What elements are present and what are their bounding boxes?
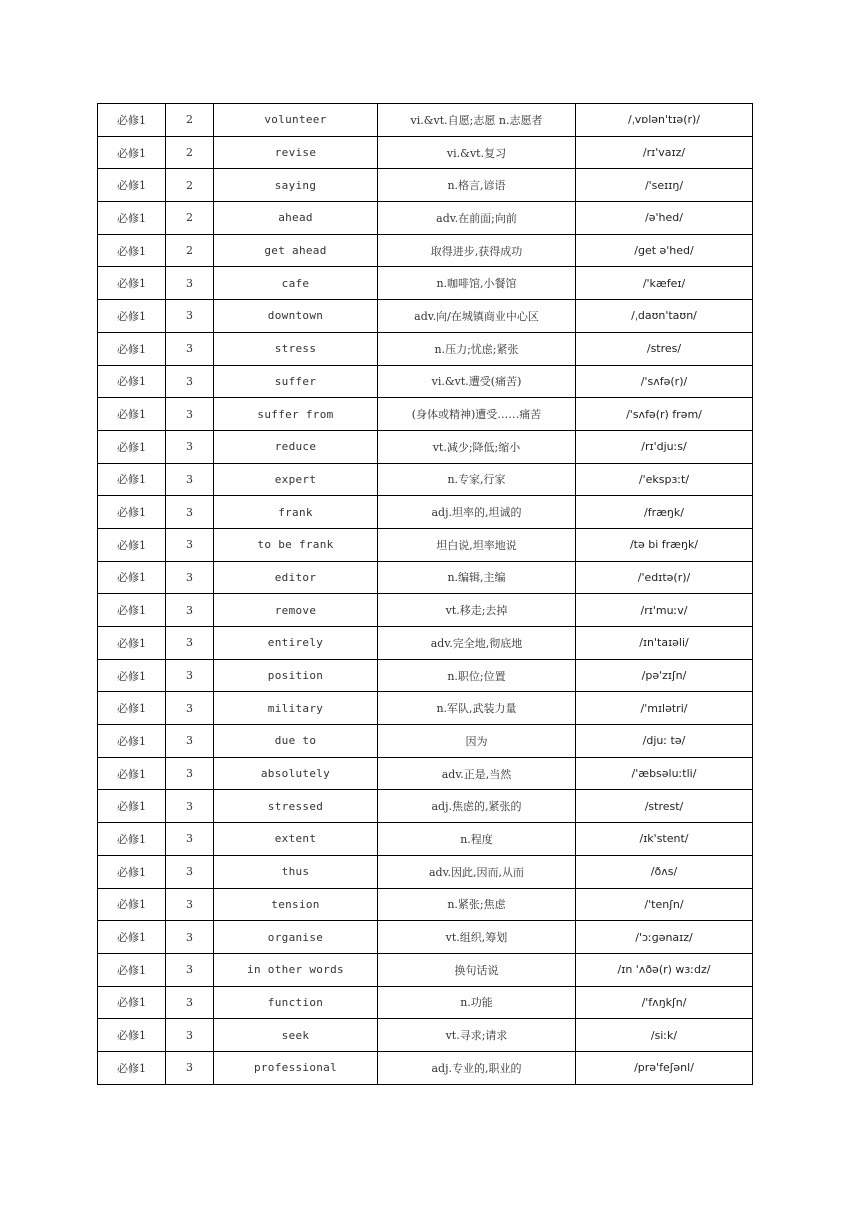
book-cell: 必修1 xyxy=(98,202,166,235)
phonetic-cell: /tə bi fræŋk/ xyxy=(576,528,753,561)
unit-cell: 2 xyxy=(166,202,214,235)
vocabulary-sheet xyxy=(97,103,752,1085)
book-cell: 必修1 xyxy=(98,104,166,137)
unit-cell: 3 xyxy=(166,725,214,758)
book-cell: 必修1 xyxy=(98,136,166,169)
book-cell: 必修1 xyxy=(98,365,166,398)
word-cell: suffer xyxy=(214,365,378,398)
unit-cell: 2 xyxy=(166,136,214,169)
meaning-cell: n.压力;忧虑;紧张 xyxy=(378,332,576,365)
unit-cell: 3 xyxy=(166,986,214,1019)
unit-cell: 3 xyxy=(166,790,214,823)
word-cell: ahead xyxy=(214,202,378,235)
book-cell: 必修1 xyxy=(98,986,166,1019)
meaning-cell: (身体或精神)遭受……痛苦 xyxy=(378,398,576,431)
word-cell: frank xyxy=(214,496,378,529)
word-cell: expert xyxy=(214,463,378,496)
unit-cell: 3 xyxy=(166,823,214,856)
unit-cell: 3 xyxy=(166,757,214,790)
meaning-cell: n.职位;位置 xyxy=(378,659,576,692)
book-cell: 必修1 xyxy=(98,398,166,431)
phonetic-cell: /'edɪtə(r)/ xyxy=(576,561,753,594)
unit-cell: 3 xyxy=(166,365,214,398)
table-row xyxy=(98,430,753,463)
unit-cell: 3 xyxy=(166,627,214,660)
meaning-cell: 坦白说,坦率地说 xyxy=(378,528,576,561)
table-row xyxy=(98,855,753,888)
unit-cell: 3 xyxy=(166,659,214,692)
word-cell: editor xyxy=(214,561,378,594)
phonetic-cell: /ˌdaʊn'taʊn/ xyxy=(576,300,753,333)
book-cell: 必修1 xyxy=(98,332,166,365)
book-cell: 必修1 xyxy=(98,234,166,267)
phonetic-cell: /'sʌfə(r)/ xyxy=(576,365,753,398)
word-cell: reduce xyxy=(214,430,378,463)
meaning-cell: adj.专业的,职业的 xyxy=(378,1051,576,1084)
meaning-cell: 因为 xyxy=(378,725,576,758)
meaning-cell: adv.向/在城镇商业中心区 xyxy=(378,300,576,333)
unit-cell: 3 xyxy=(166,332,214,365)
table-row xyxy=(98,169,753,202)
table-row xyxy=(98,496,753,529)
table-row xyxy=(98,823,753,856)
unit-cell: 3 xyxy=(166,300,214,333)
book-cell: 必修1 xyxy=(98,528,166,561)
unit-cell: 3 xyxy=(166,1051,214,1084)
word-cell: function xyxy=(214,986,378,1019)
meaning-cell: n.军队,武装力量 xyxy=(378,692,576,725)
table-row xyxy=(98,528,753,561)
meaning-cell: n.专家,行家 xyxy=(378,463,576,496)
phonetic-cell: /ɪn'taɪəli/ xyxy=(576,627,753,660)
word-cell: military xyxy=(214,692,378,725)
unit-cell: 3 xyxy=(166,888,214,921)
phonetic-cell: /strest/ xyxy=(576,790,753,823)
phonetic-cell: /'kæfeɪ/ xyxy=(576,267,753,300)
unit-cell: 3 xyxy=(166,496,214,529)
word-cell: stressed xyxy=(214,790,378,823)
table-row xyxy=(98,267,753,300)
book-cell: 必修1 xyxy=(98,430,166,463)
table-row xyxy=(98,725,753,758)
word-cell: cafe xyxy=(214,267,378,300)
phonetic-cell: /ɪn 'ʌðə(r) wɜːdz/ xyxy=(576,953,753,986)
unit-cell: 3 xyxy=(166,528,214,561)
book-cell: 必修1 xyxy=(98,594,166,627)
book-cell: 必修1 xyxy=(98,169,166,202)
table-row xyxy=(98,790,753,823)
book-cell: 必修1 xyxy=(98,496,166,529)
word-cell: saying xyxy=(214,169,378,202)
table-row xyxy=(98,757,753,790)
book-cell: 必修1 xyxy=(98,855,166,888)
word-cell: absolutely xyxy=(214,757,378,790)
unit-cell: 3 xyxy=(166,1019,214,1052)
meaning-cell: adj.焦虑的,紧张的 xyxy=(378,790,576,823)
word-cell: to be frank xyxy=(214,528,378,561)
meaning-cell: adv.完全地,彻底地 xyxy=(378,627,576,660)
table-row xyxy=(98,561,753,594)
unit-cell: 3 xyxy=(166,855,214,888)
table-row xyxy=(98,332,753,365)
word-cell: revise xyxy=(214,136,378,169)
table-row xyxy=(98,692,753,725)
meaning-cell: vt.减少;降低;缩小 xyxy=(378,430,576,463)
phonetic-cell: /'mɪlətri/ xyxy=(576,692,753,725)
book-cell: 必修1 xyxy=(98,921,166,954)
vocabulary-table xyxy=(97,103,753,1085)
table-row xyxy=(98,463,753,496)
meaning-cell: vi.&vt.自愿;志愿 n.志愿者 xyxy=(378,104,576,137)
book-cell: 必修1 xyxy=(98,692,166,725)
table-row xyxy=(98,398,753,431)
meaning-cell: n.格言,谚语 xyxy=(378,169,576,202)
phonetic-cell: /ˌvɒlən'tɪə(r)/ xyxy=(576,104,753,137)
meaning-cell: adv.因此,因而,从而 xyxy=(378,855,576,888)
phonetic-cell: /'seɪɪŋ/ xyxy=(576,169,753,202)
table-row xyxy=(98,136,753,169)
meaning-cell: vt.寻求;请求 xyxy=(378,1019,576,1052)
book-cell: 必修1 xyxy=(98,823,166,856)
table-row xyxy=(98,953,753,986)
book-cell: 必修1 xyxy=(98,463,166,496)
table-row xyxy=(98,986,753,1019)
table-row xyxy=(98,300,753,333)
book-cell: 必修1 xyxy=(98,267,166,300)
book-cell: 必修1 xyxy=(98,627,166,660)
meaning-cell: n.紧张;焦虑 xyxy=(378,888,576,921)
book-cell: 必修1 xyxy=(98,561,166,594)
word-cell: remove xyxy=(214,594,378,627)
book-cell: 必修1 xyxy=(98,725,166,758)
word-cell: organise xyxy=(214,921,378,954)
phonetic-cell: /'fʌŋkʃn/ xyxy=(576,986,753,1019)
word-cell: position xyxy=(214,659,378,692)
table-row xyxy=(98,104,753,137)
book-cell: 必修1 xyxy=(98,888,166,921)
table-row xyxy=(98,627,753,660)
unit-cell: 3 xyxy=(166,561,214,594)
meaning-cell: n.程度 xyxy=(378,823,576,856)
phonetic-cell: /djuː tə/ xyxy=(576,725,753,758)
phonetic-cell: /prə'feʃənl/ xyxy=(576,1051,753,1084)
phonetic-cell: /'tenʃn/ xyxy=(576,888,753,921)
phonetic-cell: /siːk/ xyxy=(576,1019,753,1052)
unit-cell: 3 xyxy=(166,953,214,986)
book-cell: 必修1 xyxy=(98,953,166,986)
table-row xyxy=(98,1051,753,1084)
word-cell: due to xyxy=(214,725,378,758)
meaning-cell: n.功能 xyxy=(378,986,576,1019)
phonetic-cell: /rɪ'vaɪz/ xyxy=(576,136,753,169)
meaning-cell: vi.&vt.复习 xyxy=(378,136,576,169)
unit-cell: 3 xyxy=(166,463,214,496)
book-cell: 必修1 xyxy=(98,790,166,823)
phonetic-cell: /rɪ'muːv/ xyxy=(576,594,753,627)
table-row xyxy=(98,1019,753,1052)
meaning-cell: adj.坦率的,坦诚的 xyxy=(378,496,576,529)
unit-cell: 3 xyxy=(166,430,214,463)
unit-cell: 3 xyxy=(166,398,214,431)
unit-cell: 3 xyxy=(166,594,214,627)
phonetic-cell: /ðʌs/ xyxy=(576,855,753,888)
word-cell: downtown xyxy=(214,300,378,333)
meaning-cell: 换句话说 xyxy=(378,953,576,986)
unit-cell: 3 xyxy=(166,921,214,954)
word-cell: seek xyxy=(214,1019,378,1052)
word-cell: volunteer xyxy=(214,104,378,137)
meaning-cell: vi.&vt.遭受(痛苦) xyxy=(378,365,576,398)
word-cell: entirely xyxy=(214,627,378,660)
meaning-cell: 取得进步,获得成功 xyxy=(378,234,576,267)
word-cell: suffer from xyxy=(214,398,378,431)
word-cell: extent xyxy=(214,823,378,856)
phonetic-cell: /'sʌfə(r) frəm/ xyxy=(576,398,753,431)
table-row xyxy=(98,365,753,398)
book-cell: 必修1 xyxy=(98,757,166,790)
phonetic-cell: /'ekspɜːt/ xyxy=(576,463,753,496)
phonetic-cell: /ɪk'stent/ xyxy=(576,823,753,856)
meaning-cell: n.编辑,主编 xyxy=(378,561,576,594)
table-row xyxy=(98,659,753,692)
phonetic-cell: /'æbsəluːtli/ xyxy=(576,757,753,790)
word-cell: get ahead xyxy=(214,234,378,267)
unit-cell: 3 xyxy=(166,267,214,300)
phonetic-cell: /ə'hed/ xyxy=(576,202,753,235)
word-cell: professional xyxy=(214,1051,378,1084)
meaning-cell: adv.在前面;向前 xyxy=(378,202,576,235)
table-row xyxy=(98,594,753,627)
phonetic-cell: /'ɔːɡənaɪz/ xyxy=(576,921,753,954)
book-cell: 必修1 xyxy=(98,300,166,333)
unit-cell: 3 xyxy=(166,692,214,725)
unit-cell: 2 xyxy=(166,104,214,137)
meaning-cell: adv.正是,当然 xyxy=(378,757,576,790)
table-row xyxy=(98,202,753,235)
phonetic-cell: /ɡet ə'hed/ xyxy=(576,234,753,267)
book-cell: 必修1 xyxy=(98,1051,166,1084)
unit-cell: 2 xyxy=(166,234,214,267)
phonetic-cell: /stres/ xyxy=(576,332,753,365)
phonetic-cell: /fræŋk/ xyxy=(576,496,753,529)
word-cell: tension xyxy=(214,888,378,921)
meaning-cell: vt.组织,筹划 xyxy=(378,921,576,954)
word-cell: in other words xyxy=(214,953,378,986)
table-row xyxy=(98,234,753,267)
book-cell: 必修1 xyxy=(98,659,166,692)
word-cell: stress xyxy=(214,332,378,365)
meaning-cell: n.咖啡馆,小餐馆 xyxy=(378,267,576,300)
word-cell: thus xyxy=(214,855,378,888)
meaning-cell: vt.移走;去掉 xyxy=(378,594,576,627)
table-row xyxy=(98,921,753,954)
table-row xyxy=(98,888,753,921)
phonetic-cell: /rɪ'djuːs/ xyxy=(576,430,753,463)
unit-cell: 2 xyxy=(166,169,214,202)
book-cell: 必修1 xyxy=(98,1019,166,1052)
phonetic-cell: /pə'zɪʃn/ xyxy=(576,659,753,692)
vocabulary-table-body xyxy=(98,104,753,1085)
